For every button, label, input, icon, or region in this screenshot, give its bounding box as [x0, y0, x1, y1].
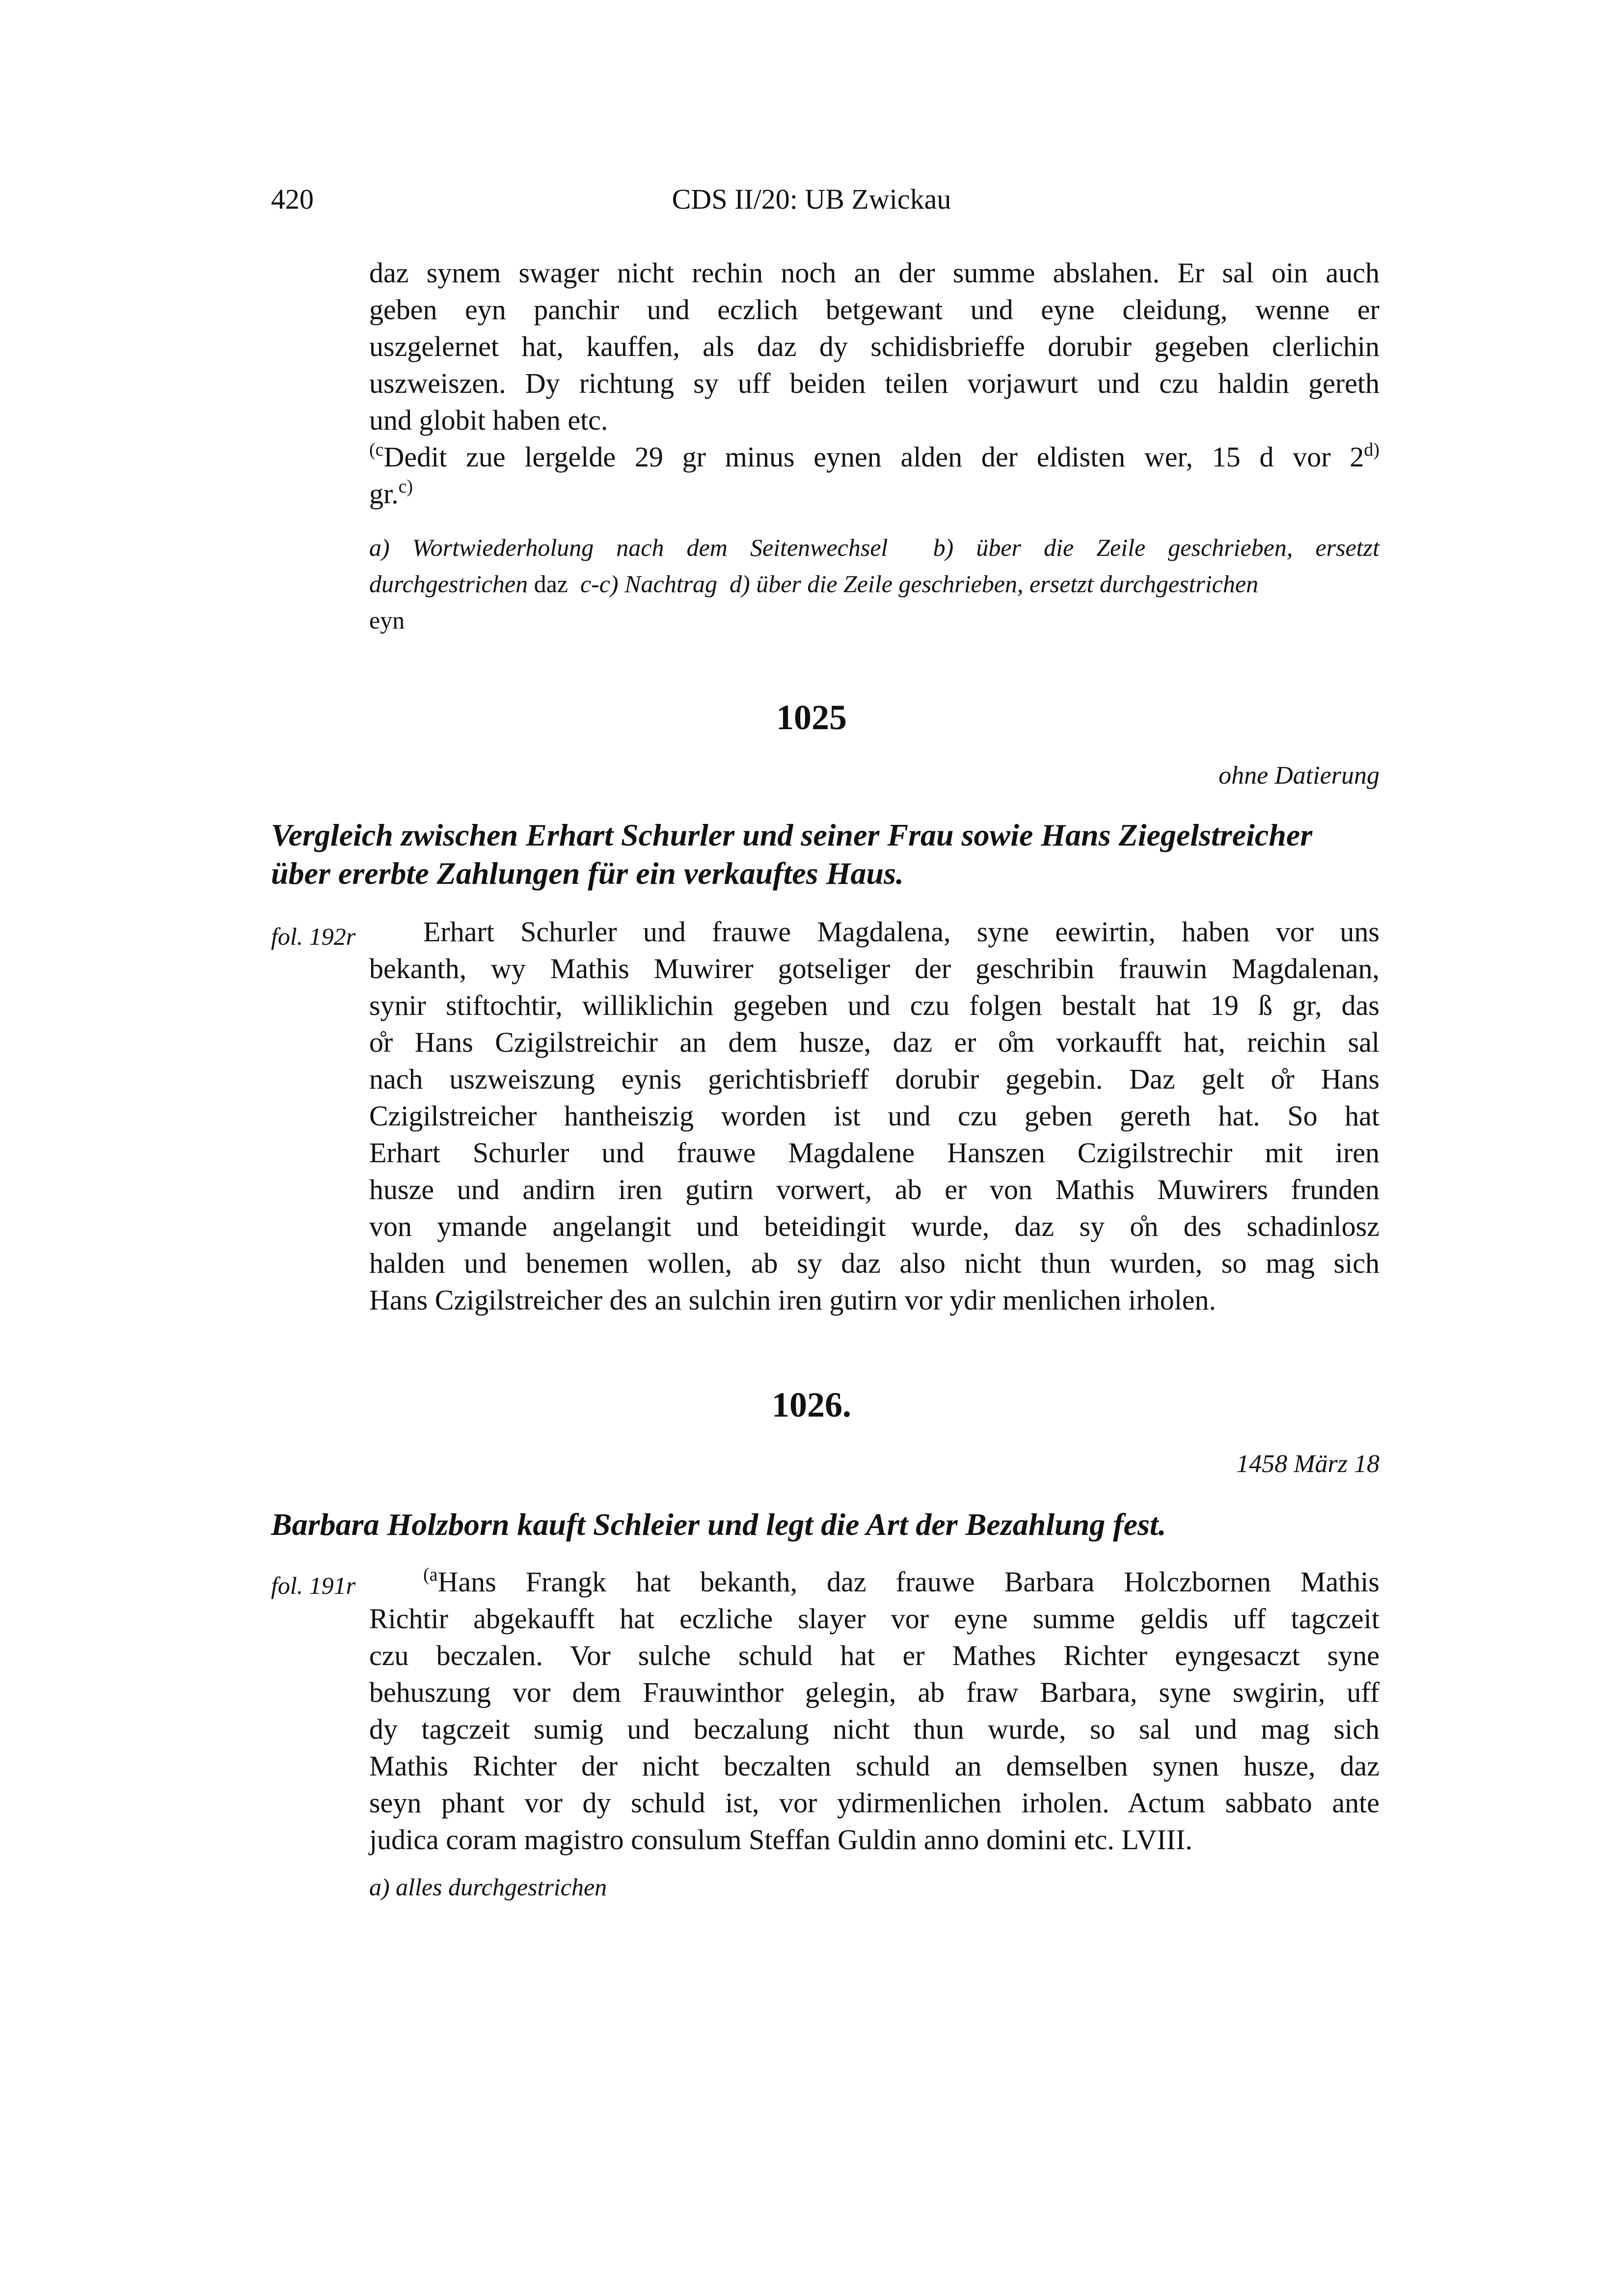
text-line: uszweiszen. Dy richtung sy uff beiden teilen vorjawurt und czu haldin gereth [369, 367, 1380, 399]
text-line: synir stiftochtir, williklichin gegeben und czu folgen bestalt hat 19 ß gr, das [369, 989, 1380, 1021]
footnote-line [369, 566, 1380, 602]
addition-note-text: Dedit zue lergelde 29 gr minus eynen alden der eldisten wer, 15 d vor 2 [383, 441, 1364, 473]
text-line: dy tagczeit sumig und beczalung nicht thun wurde, so sal und mag sich [369, 1713, 1380, 1745]
text-line: daz synem swager nicht rechin noch an der summe abslahen. Er sal oin auch [369, 257, 1380, 289]
footnotes-block [369, 529, 1380, 638]
folio-reference-1026: fol. 191r [271, 1572, 356, 1599]
document-title-1025 [271, 816, 1380, 893]
text-line-content: Hans Frangk hat bekanth, daz frauwe Barbara Holczbornen Mathis [437, 1566, 1380, 1598]
footnote-d: d) über die Zeile geschrieben, ersetzt durchgestrichen [730, 570, 1259, 598]
text-line: Czigilstreicher hantheiszig worden ist und czu geben gereth hat. So hat [369, 1100, 1380, 1132]
text-line: nach uszweiszung eynis gerichtisbrieff dorubir gegebin. Daz gelt o̊r Hans [369, 1063, 1380, 1095]
running-title: CDS II/20: UB Zwickau [672, 183, 951, 215]
continued-paragraph [369, 254, 1380, 512]
title-line: über ererbte Zahlungen für ein verkauftes Haus. [271, 856, 904, 891]
footnote-marker-c-close: c) [398, 476, 413, 497]
addition-note-line [369, 438, 1380, 475]
text-line: o̊r Hans Czigilstreichir an dem husze, daz er o̊m vorkaufft hat, reichin sal [369, 1026, 1380, 1058]
document-number-1025: 1025 [776, 698, 847, 737]
text-line: husze und andirn iren gutirn vorwert, ab er von Mathis Muwirers frunden [369, 1174, 1380, 1205]
addition-note-end-text: gr. [369, 478, 399, 510]
footnote-b-cont: durchgestrichen [369, 570, 528, 598]
footnote-marker-a: (a [423, 1564, 438, 1585]
document-text-1025 [369, 913, 1380, 1318]
document-title-1026: Barbara Holzborn kauft Schleier und legt die Art der Bezahlung fest. [271, 1507, 1166, 1542]
document-number-1026: 1026. [772, 1385, 851, 1424]
text-line: bekanth, wy Mathis Muwirer gotseliger der geschribin frauwin Magdalenan, [369, 953, 1380, 984]
title-line: Vergleich zwischen Erhart Schurler und seiner Frau sowie Hans Ziegelstreicher [271, 818, 1313, 852]
footnote-c: c-c) Nachtrag [580, 570, 718, 598]
addition-note-end [369, 475, 1380, 512]
document-date-1026: 1458 März 18 [1236, 1450, 1380, 1478]
text-line: Mathis Richter der nicht beczalten schuld an demselben synen husze, daz [369, 1750, 1380, 1782]
text-line [369, 1563, 1380, 1600]
text-line: seyn phant vor dy schuld ist, vor ydirmenlichen irholen. Actum sabbato ante [369, 1787, 1380, 1819]
document-text-1026 [369, 1563, 1380, 1858]
footnote-d-word: eyn [369, 606, 405, 634]
footnote-a: a) Wortwiederholung nach dem Seitenwechsel [369, 534, 888, 561]
footnote-b: b) über die Zeile geschrieben, ersetzt [933, 534, 1380, 561]
text-line: judica coram magistro consulum Steffan Guldin anno domini etc. LVIII. [369, 1824, 1192, 1856]
text-line: Richtir abgekaufft hat eczliche slayer vor eyne summe geldis uff tagczeit [369, 1603, 1380, 1635]
text-line: Hans Czigilstreicher des an sulchin iren gutirn vor ydir menlichen irholen. [369, 1284, 1217, 1316]
text-line: Erhart Schurler und frauwe Magdalene Hanszen Czigilstrechir mit iren [369, 1137, 1380, 1169]
text-line: Erhart Schurler und frauwe Magdalena, syne eewirtin, haben vor uns [423, 916, 1380, 948]
text-line: und globit haben etc. [369, 404, 608, 436]
text-line: czu beczalen. Vor sulche schuld hat er Mathes Richter eyngesaczt syne [369, 1640, 1380, 1671]
page-number: 420 [271, 183, 314, 215]
document-date-1025: ohne Datierung [1218, 762, 1380, 790]
folio-reference-1025: fol. 192r [271, 923, 356, 950]
text-line: uszgelernet hat, kauffen, als daz dy schidisbrieffe dorubir gegeben clerlichin [369, 330, 1380, 362]
text-line: halden und benemen wollen, ab sy daz also nicht thun wurden, so mag sich [369, 1247, 1380, 1279]
footnote-marker-c-open: (c [369, 439, 384, 460]
footnote-b-word: daz [534, 570, 568, 598]
text-line: behuszung vor dem Frauwinthor gelegin, ab fraw Barbara, syne swgirin, uff [369, 1676, 1380, 1708]
footnote-line [369, 529, 1380, 566]
footnote-marker-d: d) [1364, 439, 1380, 460]
text-line: von ymande angelangit und beteidingit wurde, daz sy o̊n des schadinlosz [369, 1210, 1380, 1242]
text-line: geben eyn panchir und eczlich betgewant und eyne cleidung, wenne er [369, 294, 1380, 326]
footnote-1026-a: a) alles durchgestrichen [369, 1873, 607, 1901]
